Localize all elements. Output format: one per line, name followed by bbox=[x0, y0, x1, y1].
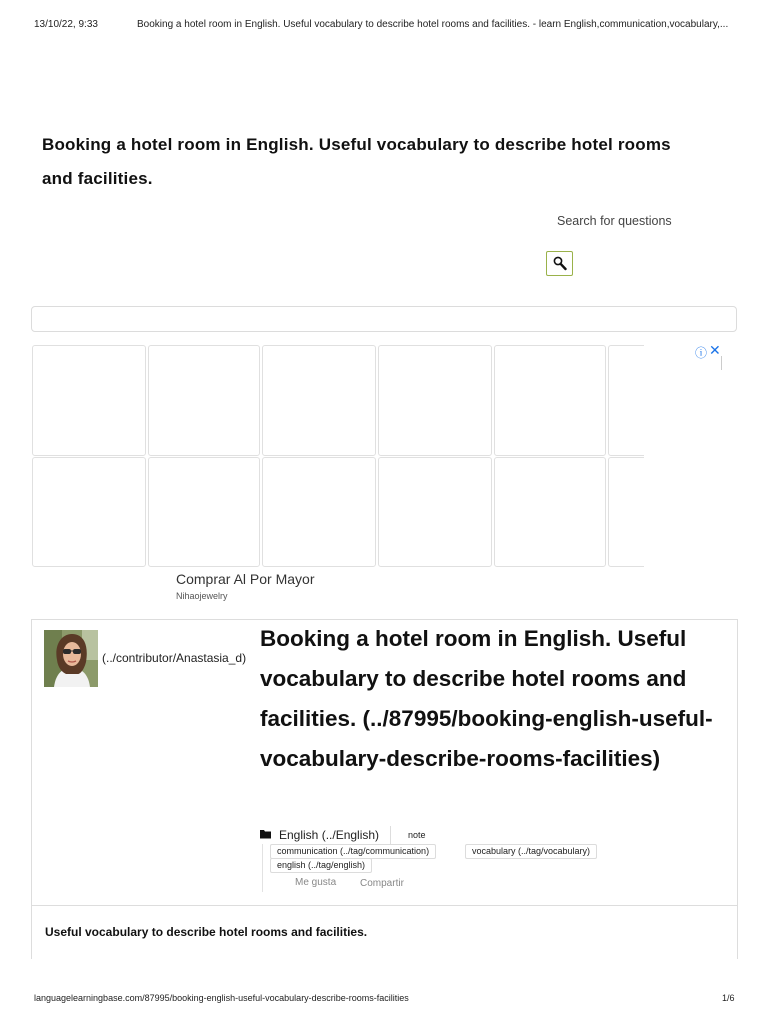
print-date: 13/10/22, 9:33 bbox=[34, 19, 98, 30]
like-button[interactable]: Me gusta bbox=[295, 877, 337, 888]
ad-title[interactable]: Comprar Al Por Mayor bbox=[176, 571, 315, 587]
share-button[interactable]: Compartir bbox=[360, 878, 404, 889]
ad-tile[interactable] bbox=[148, 345, 260, 456]
tag-communication[interactable]: communication (../tag/communication) bbox=[270, 844, 436, 859]
search-button[interactable] bbox=[546, 251, 573, 276]
print-page-title: Booking a hotel room in English. Useful vocabulary to describe hotel rooms and facilities. - learn English,communication,vocabulary,... bbox=[137, 19, 729, 30]
category-link[interactable]: English (../English) bbox=[279, 828, 380, 842]
ad-tile[interactable] bbox=[262, 345, 376, 456]
avatar[interactable] bbox=[44, 630, 98, 687]
search-icon bbox=[553, 256, 567, 271]
ad-tile[interactable] bbox=[148, 457, 260, 567]
ad-tile[interactable] bbox=[378, 457, 492, 567]
tag-vocabulary[interactable]: vocabulary (../tag/vocabulary) bbox=[465, 844, 597, 859]
print-page-number: 1/6 bbox=[722, 993, 735, 1003]
ad-close-icon[interactable]: ✕ bbox=[709, 342, 721, 358]
card-divider bbox=[31, 905, 738, 906]
tag-english[interactable]: english (../tag/english) bbox=[270, 858, 372, 873]
search-label: Search for questions bbox=[557, 214, 672, 228]
ad-tile[interactable] bbox=[608, 345, 644, 456]
category-separator bbox=[390, 826, 391, 844]
ad-product-grid[interactable] bbox=[32, 344, 644, 568]
tags-guide-line bbox=[262, 844, 263, 892]
print-url: languagelearningbase.com/87995/booking-english-useful-vocabulary-describe-rooms-facilities bbox=[34, 993, 409, 1003]
folder-icon bbox=[260, 829, 272, 839]
ad-tile[interactable] bbox=[494, 457, 606, 567]
article-title-link[interactable]: Booking a hotel room in English. Useful vocabulary to describe hotel rooms and facilities. (../87995/booking-english-useful-vocabulary-describe-rooms-facilities) bbox=[260, 626, 713, 771]
ad-tile[interactable] bbox=[32, 457, 146, 567]
ad-tile[interactable] bbox=[494, 345, 606, 456]
ad-divider bbox=[721, 356, 722, 370]
ad-tile[interactable] bbox=[608, 457, 644, 567]
ad-info-icon[interactable]: ⓘ bbox=[695, 346, 708, 360]
ad-tile[interactable] bbox=[262, 457, 376, 567]
contributor-link[interactable]: (../contributor/Anastasia_d) bbox=[102, 651, 247, 665]
ad-tile[interactable] bbox=[378, 345, 492, 456]
ad-brand[interactable]: Nihaojewelry bbox=[176, 591, 228, 601]
article-lead: Useful vocabulary to describe hotel rooms and facilities. bbox=[45, 925, 368, 939]
ad-tile[interactable] bbox=[32, 345, 146, 456]
note-tag[interactable]: note bbox=[408, 830, 426, 840]
search-bar-placeholder bbox=[31, 306, 737, 332]
page-title: Booking a hotel room in English. Useful vocabulary to describe hotel rooms and facilities. bbox=[42, 135, 671, 188]
